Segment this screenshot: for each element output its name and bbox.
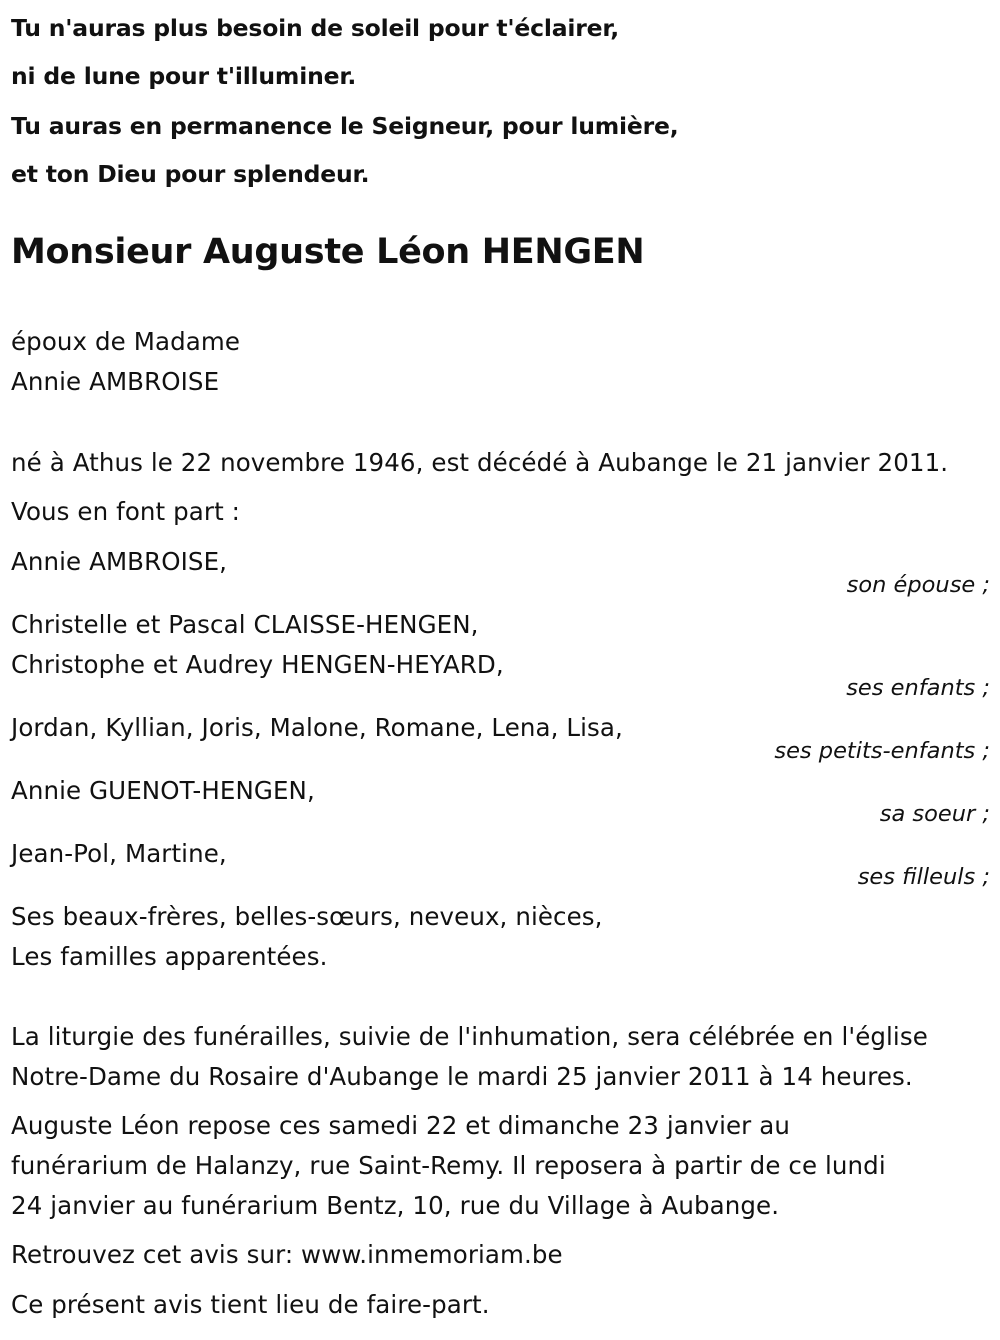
viewing-line: Auguste Léon repose ces samedi 22 et dimanche 23 janvier au <box>11 1111 790 1140</box>
family-names: Jordan, Kyllian, Joris, Malone, Romane, Lena, Lisa, <box>11 713 623 742</box>
announce-intro: Vous en font part : <box>11 497 241 526</box>
family-names: Jean-Pol, Martine, <box>11 839 227 868</box>
closing-line: Ce présent avis tient lieu de faire-part. <box>11 1290 490 1319</box>
spouse-line: époux de Madame <box>11 327 240 356</box>
family-names: Christelle et Pascal CLAISSE-HENGEN, <box>11 610 479 639</box>
funeral-line: Notre-Dame du Rosaire d'Aubange le mardi 25 janvier 2011 à 14 heures. <box>11 1062 913 1091</box>
family-relation: son épouse ; <box>846 572 990 598</box>
family-relation: ses petits-enfants ; <box>774 738 990 764</box>
viewing-line: funérarium de Halanzy, rue Saint-Remy. Il reposera à partir de ce lundi <box>11 1151 886 1180</box>
verse-line: Tu n'auras plus besoin de soleil pour t'éclairer, <box>11 14 620 42</box>
verse-line: et ton Dieu pour splendeur. <box>11 160 370 188</box>
viewing-line: 24 janvier au funérarium Bentz, 10, rue du Village à Aubange. <box>11 1191 780 1220</box>
spouse-name: Annie AMBROISE <box>11 367 220 396</box>
family-relation: ses enfants ; <box>846 675 990 701</box>
family-relation: sa soeur ; <box>879 801 990 827</box>
birth-death-line: né à Athus le 22 novembre 1946, est décédé à Aubange le 21 janvier 2011. <box>11 448 949 477</box>
website-line: Retrouvez cet avis sur: www.inmemoriam.be <box>11 1240 563 1269</box>
family-relation: ses filleuls ; <box>857 864 990 890</box>
funeral-line: La liturgie des funérailles, suivie de l'inhumation, sera célébrée en l'église <box>11 1022 928 1051</box>
family-names: Christophe et Audrey HENGEN-HEYARD, <box>11 650 504 679</box>
family-names: Annie AMBROISE, <box>11 547 228 576</box>
extended-family-line: Les familles apparentées. <box>11 942 328 971</box>
verse-line: Tu auras en permanence le Seigneur, pour lumière, <box>11 112 679 140</box>
family-names: Annie GUENOT-HENGEN, <box>11 776 315 805</box>
deceased-name: Monsieur Auguste Léon HENGEN <box>11 232 645 272</box>
extended-family-line: Ses beaux-frères, belles-sœurs, neveux, nièces, <box>11 902 603 931</box>
verse-line: ni de lune pour t'illuminer. <box>11 62 357 90</box>
